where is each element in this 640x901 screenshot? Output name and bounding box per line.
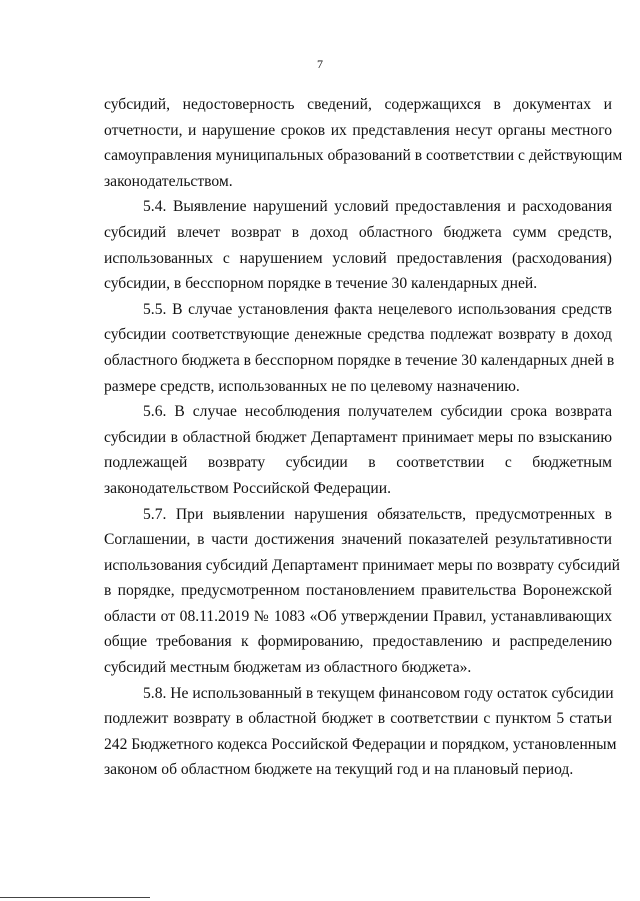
paragraph-continuation: [104, 92, 623, 194]
text-line: в порядке, предусмотренном постановлением правительства Воронежской: [104, 582, 612, 600]
text-line: подлежащей возврату субсидии в соответствии с бюджетным: [104, 454, 612, 472]
text-line: 5.7. При выявлении нарушения обязательств, предусмотренных в: [143, 505, 612, 523]
page-edge-rule: [0, 897, 150, 898]
text-line: использования субсидий Департамент принимает меры по возврату субсидий: [104, 556, 621, 574]
text-line: законодательством Российской Федерации.: [104, 479, 391, 497]
text-line: субсидий, недостоверность сведений, содержащихся в документах и: [104, 96, 612, 113]
text-line: отчетности, и нарушение сроков их представления несут органы местного: [104, 121, 612, 139]
paragraph-5-4: [104, 194, 612, 296]
text-line: субсидии соответствующие денежные средства подлежат возврату в доход: [104, 326, 612, 344]
text-line: использованных с нарушением условий предоставления (расходования): [104, 249, 612, 267]
text-line: области от 08.11.2019 № 1083 «Об утверждении Правил, устанавливающих: [104, 607, 612, 625]
text-line: субсидий местным бюджетам из областного бюджета».: [104, 659, 472, 677]
paragraph-5-6: [104, 399, 612, 501]
text-line: 5.8. Не использованный в текущем финансовом году остаток субсидии: [143, 684, 614, 702]
text-line: самоуправления муниципальных образований в соответствии с действующим: [104, 147, 623, 165]
page-number: 7: [317, 57, 323, 71]
text-line: общие требования к формированию, предоставлению и распределению: [104, 633, 612, 651]
text-line: Соглашении, в части достижения значений показателей результативности: [104, 531, 612, 549]
paragraph-5-8: [104, 681, 617, 783]
text-line: 5.4. Выявление нарушений условий предоставления и расходования: [143, 198, 612, 216]
text-line: субсидий влечет возврат в доход областного бюджета сумм средств,: [104, 223, 612, 241]
text-line: законодательством.: [104, 172, 233, 190]
text-line: субсидии, в бесспорном порядке в течение 30 календарных дней.: [104, 275, 538, 293]
paragraph-5-5: [104, 297, 615, 399]
document-body: [104, 92, 623, 783]
text-line: 5.6. В случае несоблюдения получателем субсидии срока возврата: [143, 403, 612, 421]
text-line: 242 Бюджетного кодекса Российской Федерации и порядком, установленным: [104, 735, 617, 753]
paragraph-5-7: [104, 502, 621, 681]
text-line: размере средств, использованных не по целевому назначению.: [104, 377, 520, 395]
text-line: областного бюджета в бесспорном порядке в течение 30 календарных дней в: [104, 351, 615, 369]
text-line: субсидии в областной бюджет Департамент принимает меры по взысканию: [104, 428, 612, 446]
text-line: законом об областном бюджете на текущий год и на плановый период.: [104, 761, 574, 779]
text-line: 5.5. В случае установления факта нецелевого использования средств: [143, 300, 612, 318]
text-line: подлежит возврату в областной бюджет в соответствии с пунктом 5 статьи: [104, 710, 612, 728]
